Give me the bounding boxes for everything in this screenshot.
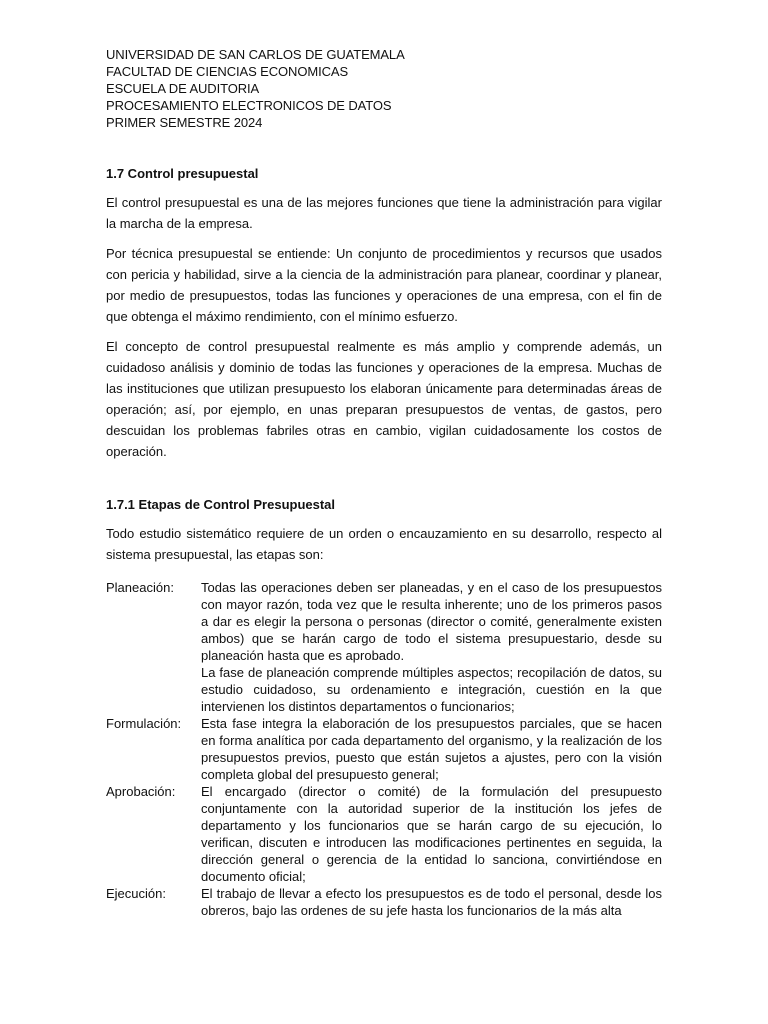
stage-formulacion: [106, 715, 662, 783]
stage-body: [201, 885, 662, 919]
paragraph-concepto: El concepto de control presupuestal realmente es más amplio y comprende además, un cuidadoso análisis y dominio de todas las funciones y operaciones de la empresa. Muchas de las instituciones que utilizan presupuesto los elaboran únicamente para determinadas áreas de operación; así, por ejemplo, en unas preparan presupuestos de ventas, de gastos, pero descuidan los problemas fabriles otras en cambio, vigilan cuidadosamente los costos de operación.: [106, 339, 662, 459]
stage-text: La fase de planeación comprende múltiples aspectos; recopilación de datos, su estudio cuidadoso, su ordenamiento e integración, cuestión en la que intervienen los distintos departamentos o funcionarios;: [201, 665, 662, 714]
stage-text: El encargado (director o comité) de la formulación del presupuesto conjuntamente con la autoridad superior de la institución los jefes de departamento y los funcionarios que se harán cargo de su ejecución, lo verifican, discuten e introducen las modificaciones pertinentes en seguida, la dirección general o gerencia de la entidad lo sanciona, convirtiéndose en documento oficial;: [201, 784, 662, 884]
stage-label: Planeación:: [106, 580, 174, 595]
header-university: UNIVERSIDAD DE SAN CARLOS DE GUATEMALA: [106, 47, 405, 62]
header-faculty: FACULTAD DE CIENCIAS ECONOMICAS: [106, 64, 349, 79]
paragraph-etapas-intro: Todo estudio sistemático requiere de un orden o encauzamiento en su desarrollo, respecto al sistema presupuestal, las etapas son:: [106, 526, 662, 562]
paragraph-definition: El control presupuestal es una de las mejores funciones que tiene la administración para vigilar la marcha de la empresa.: [106, 195, 662, 231]
paragraph-tecnica: Por técnica presupuestal se entiende: Un conjunto de procedimientos y recursos que usados con pericia y habilidad, sirve a la ciencia de la administración para planear, coordinar y planear, por medio de presupuestos, todas las funciones y operaciones de una empresa, con el fin de que obtenga el máximo rendimiento, con el mínimo esfuerzo.: [106, 246, 662, 324]
stage-label: Aprobación:: [106, 784, 176, 799]
stage-body: [201, 783, 662, 885]
stage-ejecucion: [106, 885, 662, 919]
document-header: [106, 46, 662, 131]
stage-text: Esta fase integra la elaboración de los presupuestos parciales, que se hacen en forma analítica por cada departamento del organismo, y la realización de los presupuestos previos, puesto que están sujetos a ajustes, pero con la visión completa global del presupuesto general;: [201, 716, 662, 782]
stage-label: Formulación:: [106, 716, 182, 731]
stage-text: El trabajo de llevar a efecto los presupuestos es de todo el personal, desde los obreros, bajo las ordenes de su jefe hasta los funcionarios de la más alta: [201, 886, 662, 918]
header-course: PROCESAMIENTO ELECTRONICOS DE DATOS: [106, 98, 392, 113]
stage-label: Ejecución:: [106, 886, 166, 901]
header-semester: PRIMER SEMESTRE 2024: [106, 115, 263, 130]
section-title-control-presupuestal: 1.7 Control presupuestal: [106, 166, 259, 181]
stage-body: [201, 715, 662, 783]
section-title-etapas: 1.7.1 Etapas de Control Presupuestal: [106, 497, 336, 512]
stage-text: Todas las operaciones deben ser planeadas, y en el caso de los presupuestos con mayor razón, toda vez que le resulta inherente; uno de los primeros pasos a dar es elegir la persona o personas (director o comité, generalmente existen ambos) que se harán cargo de todo el sistema presupuestario, desde su planeación hasta que es aprobado.: [201, 580, 662, 663]
stage-body: [201, 579, 662, 715]
stages-list: [106, 579, 662, 919]
header-school: ESCUELA DE AUDITORIA: [106, 81, 260, 96]
stage-aprobacion: [106, 783, 662, 885]
stage-planeacion: [106, 579, 662, 715]
